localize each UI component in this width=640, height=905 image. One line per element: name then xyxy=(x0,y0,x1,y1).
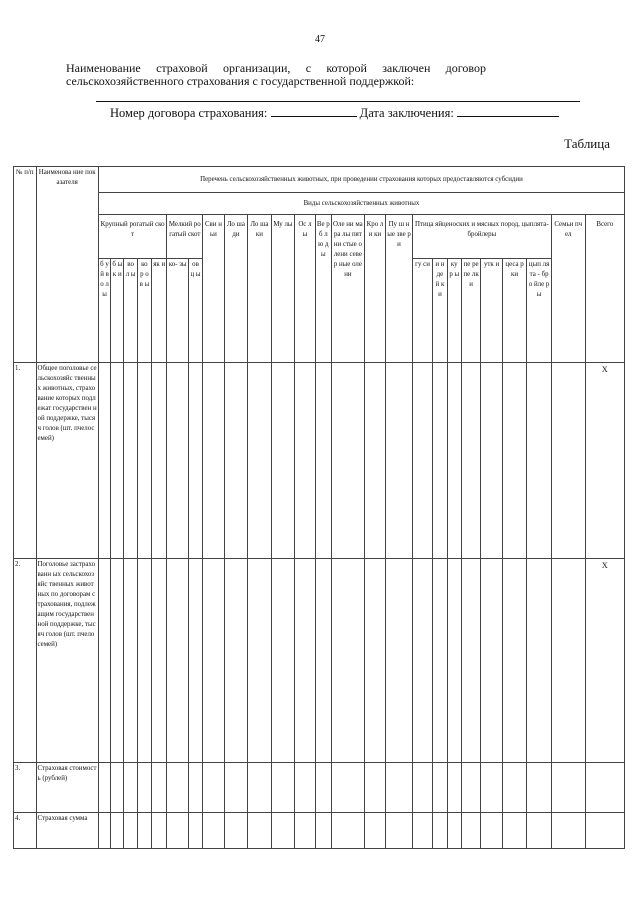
header-small-cattle: Мелкий рогатый скот xyxy=(167,215,203,259)
row-number: 4. xyxy=(14,813,37,849)
table-row xyxy=(14,363,625,559)
table-row xyxy=(14,813,625,849)
livestock-insurance-table xyxy=(13,166,625,849)
row-total: Х xyxy=(585,363,624,559)
header-poultry: Птица яйценоских и мясных пород, цыплята-бройлеры xyxy=(412,215,551,259)
header-indicator-name: Наименова ние показателя xyxy=(36,167,98,363)
header-sheep: ов ц ы xyxy=(188,259,202,363)
row-label: Поголовье застрахованн ых сельскохозяйс твенных животных по договорам страхования, подлежащим государствен ной поддержке, тысяч голов (шт. пчелосемей) xyxy=(36,559,98,763)
header-geese: гу си xyxy=(412,259,432,363)
header-animal-list: Перечень сельскохозяйственных животных, при проведении страхования которых предоставляются субсидии xyxy=(98,167,624,193)
row-label: Страховая сумма xyxy=(36,813,98,849)
contract-date-label: Дата заключения: xyxy=(359,106,454,120)
row-label: Общее поголовье сельскохозяйс твенных животных, страхование которых подлежат государствен ной поддержке, тысяч голов (шт. пчелосемей) xyxy=(36,363,98,559)
header-guinea-fowl: цеса рки xyxy=(502,259,527,363)
page-number: 47 xyxy=(315,34,325,45)
header-pigs: Сви ньи xyxy=(203,215,224,363)
header-animal-types: Виды сельскохозяйственных животных xyxy=(98,193,624,215)
row-number: 2. xyxy=(14,559,37,763)
header-yaks: як и xyxy=(152,259,167,363)
header-ducks: утк и xyxy=(481,259,502,363)
row-number: 3. xyxy=(14,763,37,813)
header-quails: пе ре пе лк и xyxy=(461,259,480,363)
header-rabbits: Кро ли ки xyxy=(364,215,385,363)
insurer-name-heading: Наименование страховой организации, с которой заключен договор сельскохозяйственного страхования с государственной поддержкой: xyxy=(66,61,486,88)
header-fur-animals: Пу ш ные зве ри xyxy=(386,215,413,363)
row-total: Х xyxy=(585,559,624,763)
table-row xyxy=(14,559,625,763)
contract-number-label: Номер договора страхования: xyxy=(110,106,268,120)
table-caption: Таблица xyxy=(564,136,610,151)
header-deer: Оле ни мара лы пятни стые олени север ные олени xyxy=(332,215,365,363)
header-bulls: б ы к и xyxy=(111,259,124,363)
contract-line xyxy=(110,106,559,121)
header-chickens: ку р ы xyxy=(447,259,461,363)
insurer-name-blank-line xyxy=(96,101,580,102)
header-mules: Му лы xyxy=(271,215,295,363)
row-total xyxy=(585,763,624,813)
header-total: Всего xyxy=(585,215,624,363)
header-goats: ко- зы xyxy=(167,259,188,363)
header-cows: ко р ов ы xyxy=(137,259,151,363)
row-total xyxy=(585,813,624,849)
row-label: Страховая стоимость (рублей) xyxy=(36,763,98,813)
row-number: 1. xyxy=(14,363,37,559)
header-num: № п/п xyxy=(14,167,37,363)
header-camels: Ве рб л ю д ы xyxy=(315,215,331,363)
header-broilers: цып лята - бро йле ры xyxy=(527,259,552,363)
contract-number-blank xyxy=(271,106,357,117)
header-oxen: во л ы xyxy=(124,259,137,363)
header-cattle: Крупный рогатый скот xyxy=(98,215,167,259)
header-donkeys: Ос лы xyxy=(295,215,315,363)
header-bee-colonies: Семьи пчел xyxy=(551,215,585,363)
header-horses: Ло ша ди xyxy=(224,215,248,363)
header-turkeys: и н де й к и xyxy=(433,259,447,363)
header-buffaloes: б у й в о л ы xyxy=(98,259,110,363)
table-row xyxy=(14,763,625,813)
contract-date-blank xyxy=(457,106,559,117)
header-hinnies: Ло ша ки xyxy=(248,215,272,363)
